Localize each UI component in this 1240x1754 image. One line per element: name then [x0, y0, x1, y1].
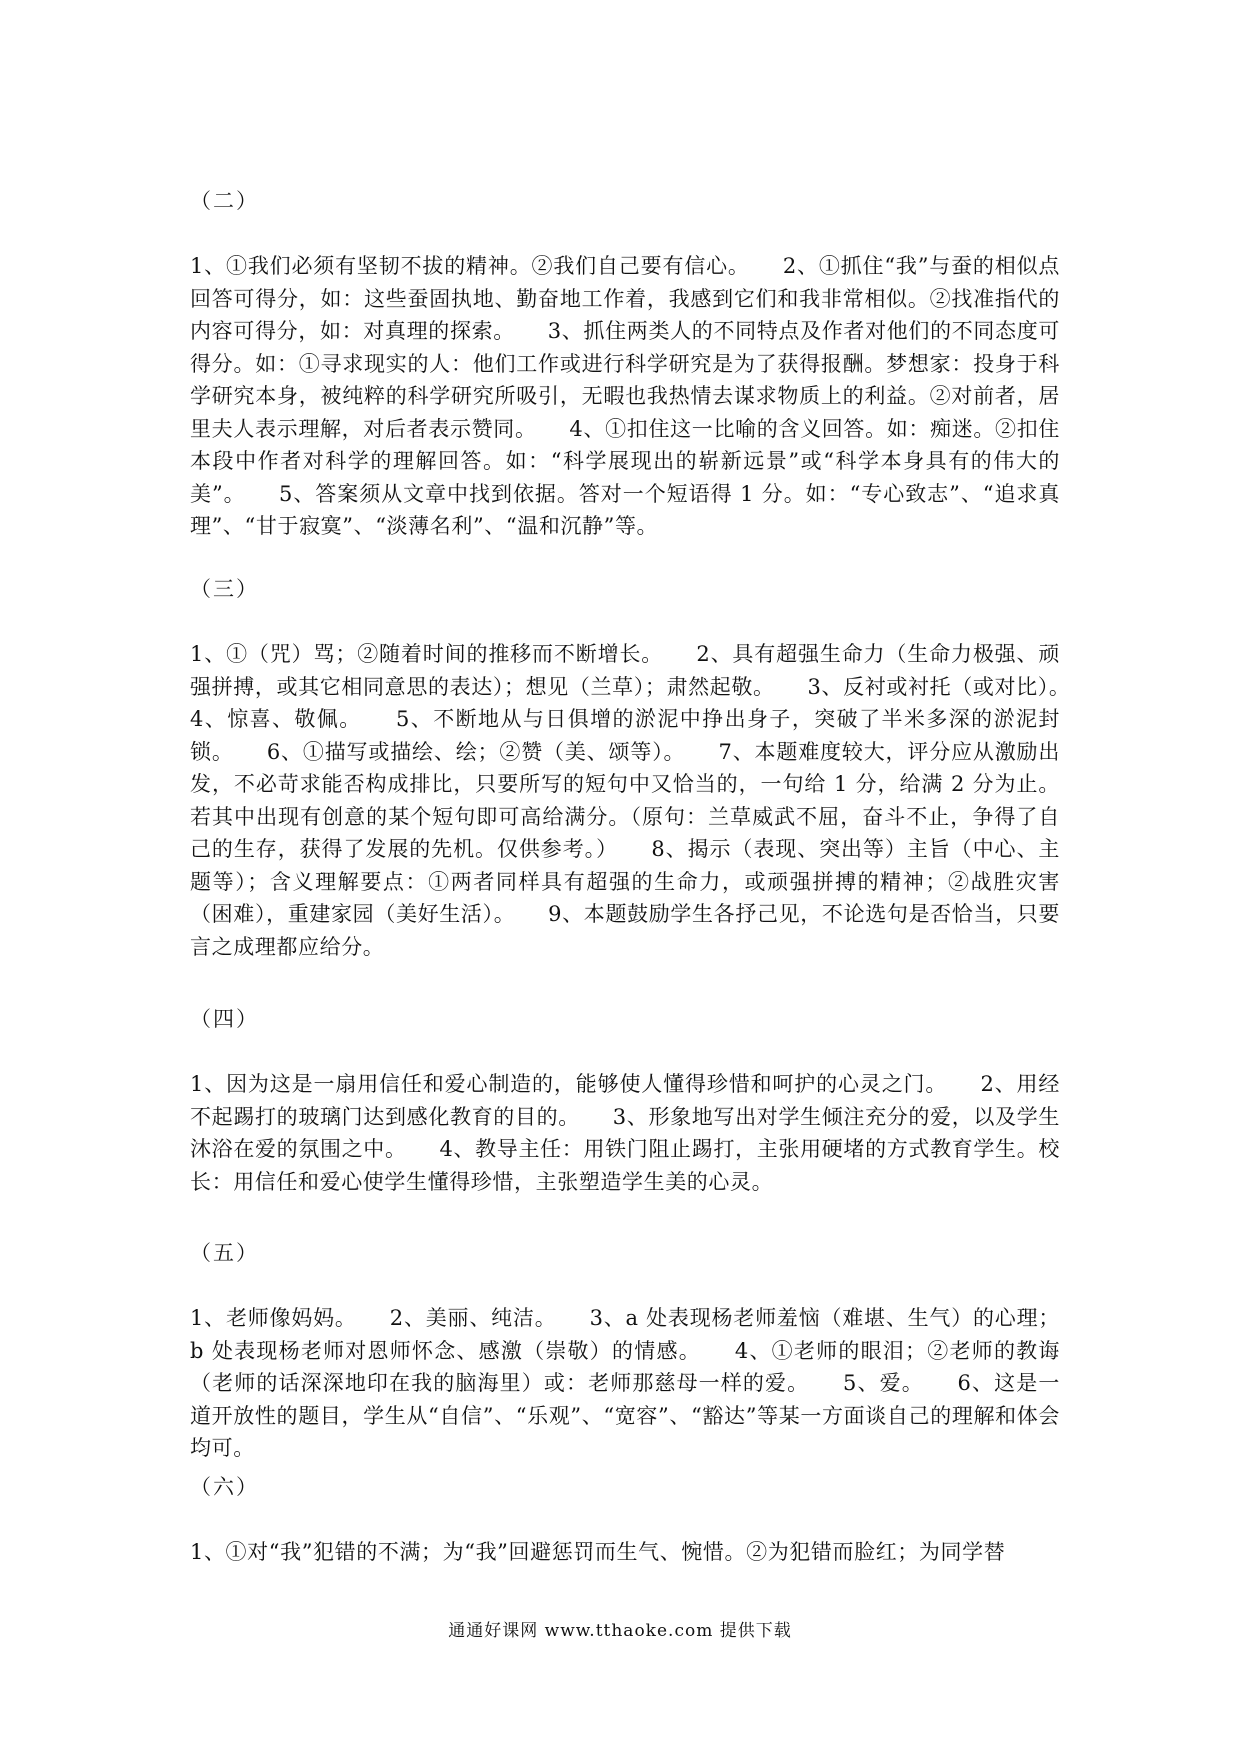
section-heading-3: （三） [190, 577, 259, 601]
section-heading-6: （六） [190, 1475, 259, 1499]
section-body-6: 1、①对“我”犯错的不满；为“我”回避惩罚而生气、惋惜。②为犯错而脸红；为同学替 [190, 1540, 1006, 1564]
section-heading-4: （四） [190, 1007, 259, 1031]
section-body-4: 1、因为这是一扇用信任和爱心制造的，能够使人懂得珍惜和呵护的心灵之门。 2、用经不起踢打的玻璃门达到感化教育的目的。 3、形象地写出对学生倾注充分的爱，以及学生沐浴在爱的氛围之中。 4、教导主任：用铁门阻止踢打，主张用硬堵的方式教育学生。校长：用信任和爱心使学生懂得珍惜，主张塑造学生美的心灵。 [190, 1072, 1060, 1194]
page-footer: 通通好课网 www.tthaoke.com 提供下载 [448, 1621, 792, 1641]
section-heading-2: （二） [190, 189, 259, 213]
section-heading-5: （五） [190, 1241, 259, 1265]
section-body-5: 1、老师像妈妈。 2、美丽、纯洁。 3、a 处表现杨老师羞恼（难堪、生气）的心理；b 处表现杨老师对恩师怀念、感激（崇敬）的情感。 4、①老师的眼泪；②老师的教诲（老师的话深深地印在我的脑海里）或：老师那慈母一样的爱。 5、爱。 6、这是一道开放性的题目，学生从“自信”、“乐观”、“宽容”、“豁达”等某一方面谈自己的理解和体会均可。 [190, 1306, 1060, 1460]
section-body-2: 1、①我们必须有坚韧不拔的精神。②我们自己要有信心。 2、①抓住“我”与蚕的相似点回答可得分，如：这些蚕固执地、勤奋地工作着，我感到它们和我非常相似。②找准指代的内容可得分，如：对真理的探索。 3、抓住两类人的不同特点及作者对他们的不同态度可得分。如：①寻求现实的人：他们工作或进行科学研究是为了获得报酬。梦想家：投身于科学研究本身，被纯粹的科学研究所吸引，无暇也我热情去谋求物质上的利益。②对前者，居里夫人表示理解，对后者表示赞同。 4、①扣住这一比喻的含义回答。如：痴迷。②扣住本段中作者对科学的理解回答。如：“科学展现出的崭新远景”或“科学本身具有的伟大的美”。 5、答案须从文章中找到依据。答对一个短语得 1 分。如：“专心致志”、“追求真理”、“甘于寂寞”、“淡薄名利”、“温和沉静”等。 [190, 254, 1060, 538]
section-body-3: 1、①（咒）骂；②随着时间的推移而不断增长。 2、具有超强生命力（生命力极强、顽强拼搏，或其它相同意思的表达）；想见（兰草）；肃然起敬。 3、反衬或衬托（或对比）。 4、惊喜、敬佩。 5、不断地从与日俱增的淤泥中挣出身子，突破了半米多深的淤泥封锁。 6、①描写或描绘、绘；②赞（美、颂等）。 7、本题难度较大，评分应从激励出发，不必苛求能否构成排比，只要所写的短句中又恰当的，一句给 1 分，给满 2 分为止。若其中出现有创意的某个短句即可高给满分。（原句：兰草威武不屈，奋斗不止，争得了自己的生存，获得了发展的先机。仅供参考。） 8、揭示（表现、突出等）主旨（中心、主题等）；含义理解要点：①两者同样具有超强的生命力，或顽强拼搏的精神；②战胜灾害（困难），重建家园（美好生活）。 9、本题鼓励学生各抒己见，不论选句是否恰当，只要言之成理都应给分。 [190, 642, 1104, 959]
